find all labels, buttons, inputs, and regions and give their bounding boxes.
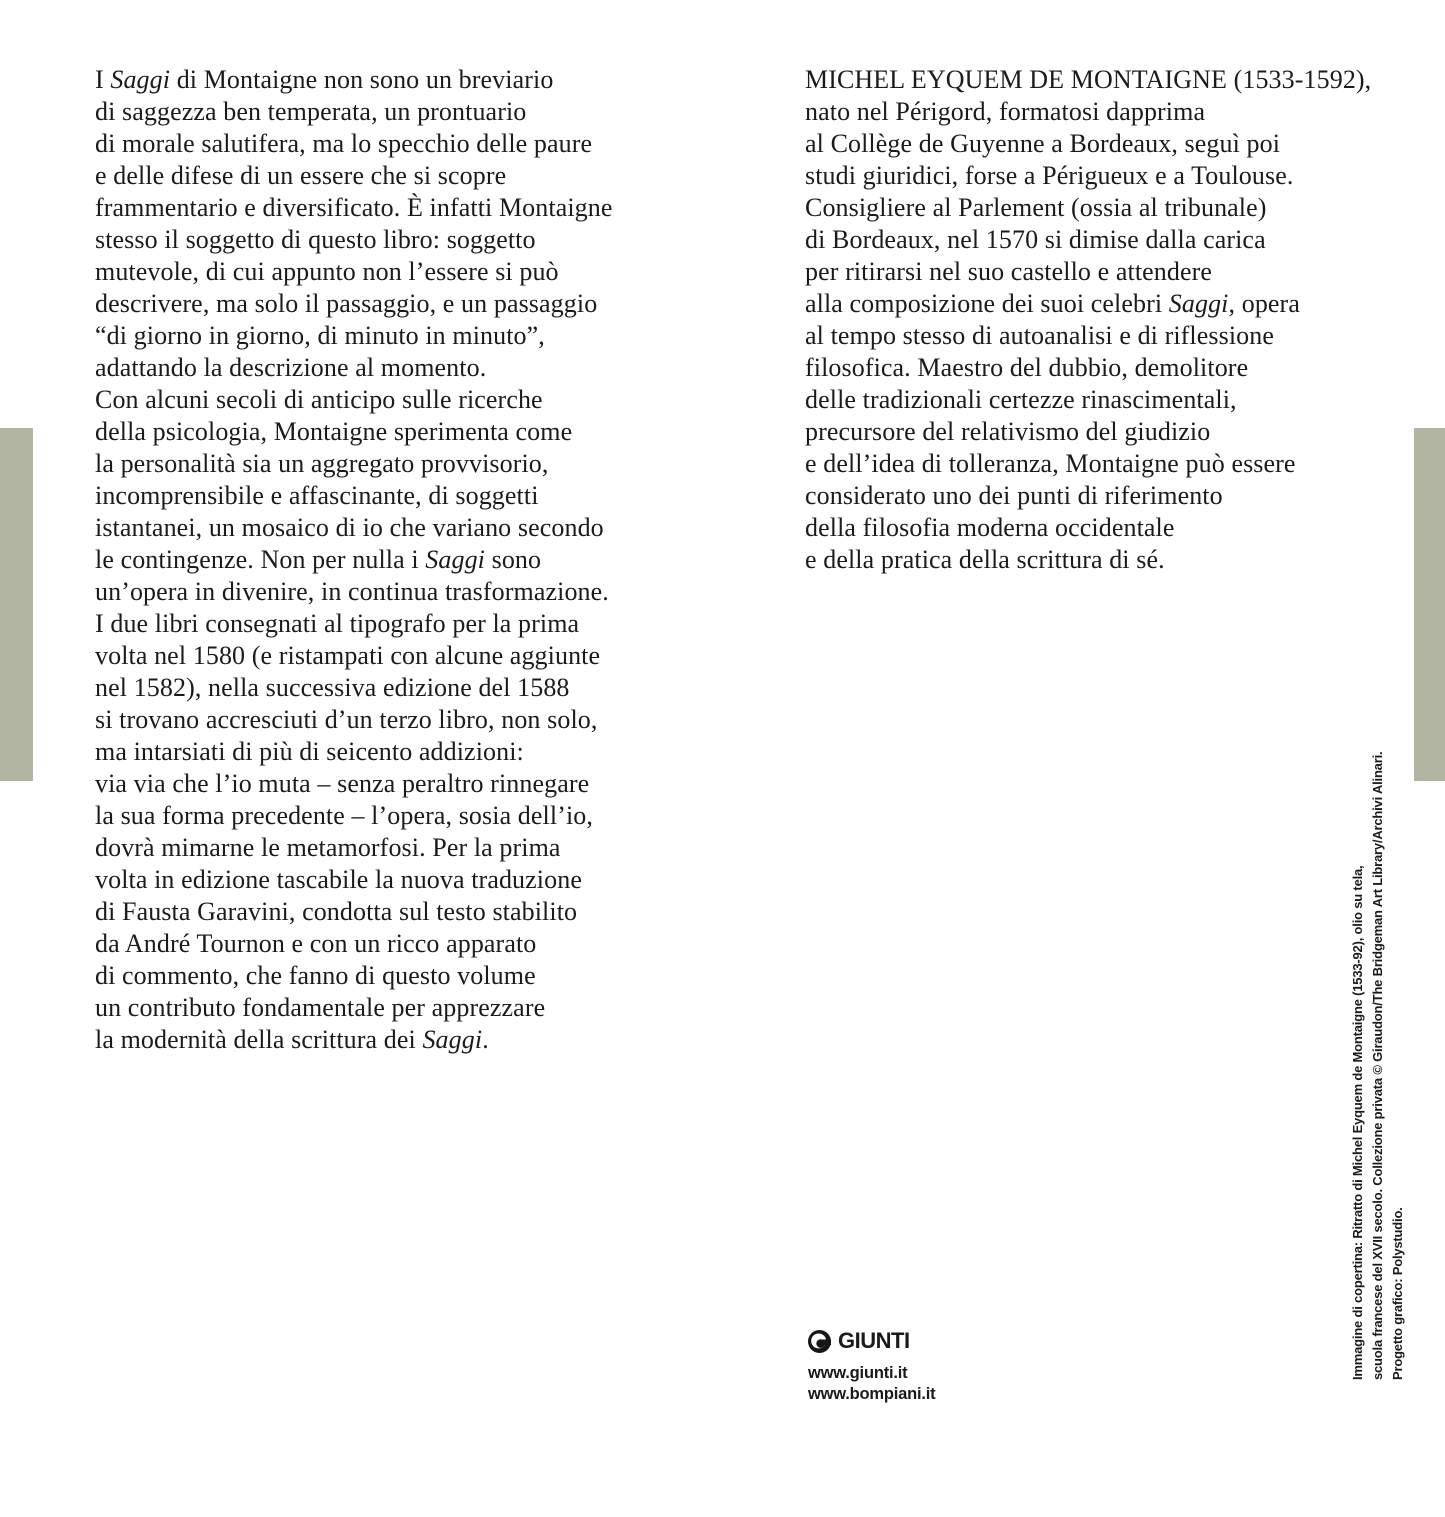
text-line: un’opera in divenire, in continua trasformazione.	[95, 577, 609, 606]
text-line: la modernità della scrittura dei Saggi.	[95, 1025, 489, 1054]
publisher-url-bompiani: www.bompiani.it	[808, 1385, 936, 1403]
text-line: di commento, che fanno di questo volume	[95, 961, 536, 990]
text-line: stesso il soggetto di questo libro: soggetto	[95, 225, 536, 254]
text-line: un contributo fondamentale per apprezzare	[95, 993, 546, 1022]
publisher-name: GIUNTI	[838, 1328, 910, 1353]
text-line: e delle difese di un essere che si scopre	[95, 161, 507, 190]
text-line: frammentario e diversificato. È infatti Montaigne	[95, 193, 613, 222]
giunti-logo-icon	[808, 1330, 831, 1353]
text-line: si trovano accresciuti d’un terzo libro, non solo,	[95, 705, 598, 734]
text-line: incomprensibile e affascinante, di soggetti	[95, 481, 539, 510]
text-line: ma intarsiati di più di seicento addizioni:	[95, 737, 524, 766]
text-line: Con alcuni secoli di anticipo sulle ricerche	[95, 385, 543, 414]
publisher-block	[808, 1328, 935, 1405]
photo-credits	[1348, 751, 1408, 1380]
text-line: Immagine di copertina: Ritratto di Michel Eyquem de Montaigne (1533-92), olio su tela,	[1350, 865, 1365, 1380]
text-line: da André Tournon e con un ricco apparato	[95, 929, 537, 958]
text-line: mutevole, di cui appunto non l’essere si può	[95, 257, 559, 286]
text-line: volta nel 1580 (e ristampati con alcune aggiunte	[95, 641, 601, 670]
text-line: e dell’idea di tolleranza, Montaigne può essere	[805, 449, 1296, 478]
text-line: la sua forma precedente – l’opera, sosia dell’io,	[95, 801, 593, 830]
text-line: alla composizione dei suoi celebri Saggi, opera	[805, 289, 1300, 318]
text-line: I due libri consegnati al tipografo per la prima	[95, 609, 580, 638]
blurb-column	[95, 64, 715, 1056]
text-line: di Bordeaux, nel 1570 si dimise dalla carica	[805, 225, 1266, 254]
text-line: la personalità sia un aggregato provvisorio,	[95, 449, 549, 478]
text-line: Progetto grafico: Polystudio.	[1390, 1207, 1405, 1380]
text-line: delle tradizionali certezze rinascimentali,	[805, 385, 1237, 414]
text-line: Consigliere al Parlement (ossia al tribunale)	[805, 193, 1267, 222]
bio-column	[805, 64, 1425, 576]
text-line: precursore del relativismo del giudizio	[805, 417, 1211, 446]
text-line: di morale salutifera, ma lo specchio delle paure	[95, 129, 593, 158]
text-line: filosofica. Maestro del dubbio, demolitore	[805, 353, 1249, 382]
text-line: descrivere, ma solo il passaggio, e un passaggio	[95, 289, 598, 318]
text-line: volta in edizione tascabile la nuova traduzione	[95, 865, 582, 894]
spine-band-left	[0, 428, 33, 781]
text-line: “di giorno in giorno, di minuto in minuto”,	[95, 321, 545, 350]
text-line: le contingenze. Non per nulla i Saggi sono	[95, 545, 542, 574]
text-line: al tempo stesso di autoanalisi e di riflessione	[805, 321, 1274, 350]
text-line: dovrà mimarne le metamorfosi. Per la prima	[95, 833, 561, 862]
publisher-url-giunti: www.giunti.it	[808, 1364, 908, 1382]
text-line: per ritirarsi nel suo castello e attendere	[805, 257, 1213, 286]
text-line: della filosofia moderna occidentale	[805, 513, 1175, 542]
text-line: I Saggi di Montaigne non sono un breviario	[95, 65, 554, 94]
text-line: MICHEL EYQUEM DE MONTAIGNE (1533-1592),	[805, 65, 1372, 94]
text-line: studi giuridici, forse a Périgueux e a Toulouse.	[805, 161, 1294, 190]
text-line: di saggezza ben temperata, un prontuario	[95, 97, 527, 126]
text-line: scuola francese del XVII secolo. Collezione privata © Giraudon/The Bridgeman Art Library/Archivi Alinari.	[1370, 751, 1385, 1380]
text-line: nato nel Périgord, formatosi dapprima	[805, 97, 1206, 126]
text-line: e della pratica della scrittura di sé.	[805, 545, 1165, 574]
text-line: istantanei, un mosaico di io che variano secondo	[95, 513, 604, 542]
text-line: considerato uno dei punti di riferimento	[805, 481, 1223, 510]
text-line: nel 1582), nella successiva edizione del 1588	[95, 673, 570, 702]
text-line: della psicologia, Montaigne sperimenta come	[95, 417, 573, 446]
text-line: adattando la descrizione al momento.	[95, 353, 487, 382]
text-line: via via che l’io muta – senza peraltro rinnegare	[95, 769, 590, 798]
text-line: di Fausta Garavini, condotta sul testo stabilito	[95, 897, 578, 926]
text-line: al Collège de Guyenne a Bordeaux, seguì poi	[805, 129, 1281, 158]
